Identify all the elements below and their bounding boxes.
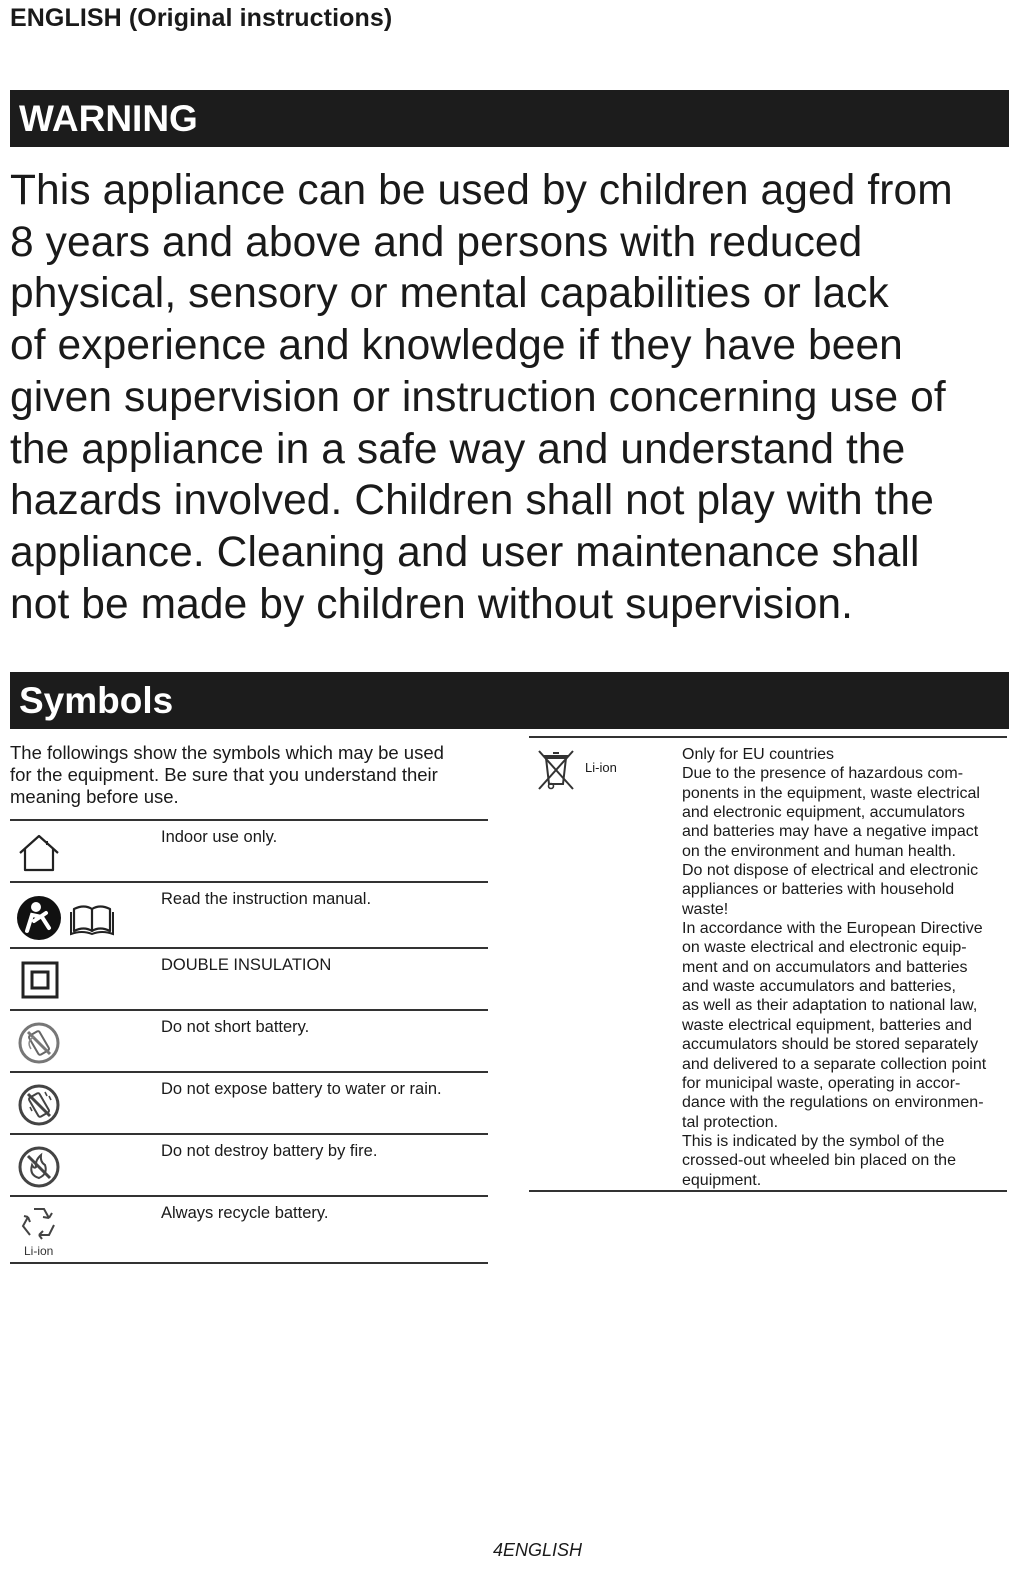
intro-line: for the equipment. Be sure that you understand their [10, 764, 438, 785]
house-icon [16, 831, 62, 875]
recycle-icon [16, 1205, 62, 1243]
warning-line: the appliance in a safe way and understand the [10, 425, 906, 473]
eu-line: ponents in the equipment, waste electrical [682, 784, 980, 802]
symbol-row-no-water [10, 1071, 488, 1133]
page-footer: 4ENGLISH [492, 1540, 583, 1560]
recycle-icon-label: Li-ion [24, 1244, 54, 1258]
symbol-desc: DOUBLE INSULATION [161, 956, 332, 974]
symbol-row-manual [10, 881, 488, 947]
eu-line: Only for EU countries [682, 746, 835, 763]
warning-line: given supervision or instruction concerning use of [10, 373, 946, 421]
warning-line: hazards involved. Children shall not play with the [10, 477, 934, 525]
warning-line: This appliance can be used by children aged from [10, 167, 953, 214]
eu-line: and waste accumulators and batteries, [682, 978, 956, 996]
eu-line: as well as their adaptation to national law, [682, 997, 978, 1015]
symbol-desc: Read the instruction manual. [161, 890, 372, 908]
eu-line: and delivered to a separate collection point [682, 1055, 987, 1073]
crossed-bin-icon-label: Li-ion [585, 760, 617, 775]
eu-line: ment and on accumulators and batteries [682, 958, 968, 976]
eu-line: and batteries may have a negative impact [682, 823, 979, 841]
eu-line: waste! [682, 900, 729, 918]
eu-line: This is indicated by the symbol of the [682, 1132, 945, 1150]
eu-line: on the environment and human health. [682, 842, 956, 860]
eu-line: and electronic equipment, accumulators [682, 804, 965, 822]
symbol-row-no-fire [10, 1133, 488, 1195]
symbol-desc: Do not expose battery to water or rain. [161, 1080, 442, 1098]
eu-line: waste electrical equipment, batteries and [682, 1016, 972, 1034]
eu-line: crossed-out wheeled bin placed on the [682, 1152, 956, 1170]
symbol-row-indoor [10, 819, 488, 881]
eu-line: on waste electrical and electronic equip- [682, 939, 967, 957]
eu-line: accumulators should be stored separately [682, 1036, 979, 1054]
crossed-bin-icon [535, 748, 577, 792]
symbols-heading: Symbols [10, 672, 1009, 729]
symbol-row-double-insulation [10, 947, 488, 1009]
symbol-desc: Do not short battery. [161, 1018, 310, 1036]
warning-line: not be made by children without supervision. [10, 580, 854, 628]
symbols-intro [10, 742, 488, 808]
warning-line: of experience and knowledge if they have been [10, 322, 903, 370]
warning-line: appliance. Cleaning and user maintenance shall [10, 528, 920, 576]
intro-line: The followings show the symbols which may be used [10, 742, 444, 763]
eu-line: equipment. [682, 1171, 762, 1189]
symbol-row-no-short [10, 1009, 488, 1071]
warning-line: physical, sensory or mental capabilities or lack [10, 270, 889, 318]
warning-text [10, 165, 1015, 630]
double-insulation-icon [16, 961, 62, 1001]
eu-disposal-box [529, 736, 1007, 1192]
eu-disposal-text [682, 745, 986, 1190]
read-manual-icon [16, 895, 116, 941]
eu-line: In accordance with the European Directive [682, 920, 983, 938]
eu-line: Due to the presence of hazardous com- [682, 765, 964, 783]
symbol-desc: Indoor use only. [161, 828, 278, 846]
warning-line: 8 years and above and persons with reduced [10, 218, 863, 266]
no-short-battery-icon [16, 1021, 62, 1065]
eu-line: for municipal waste, operating in accor- [682, 1074, 961, 1092]
symbol-table [10, 819, 488, 1264]
no-water-battery-icon [16, 1083, 62, 1127]
eu-line: appliances or batteries with household [682, 881, 955, 899]
eu-line: Do not dispose of electrical and electronic [682, 862, 979, 880]
no-fire-battery-icon [16, 1145, 62, 1189]
eu-line: dance with the regulations on environmen- [682, 1094, 984, 1112]
eu-line: tal protection. [682, 1113, 779, 1131]
symbol-row-recycle [10, 1195, 488, 1264]
page-header: ENGLISH (Original instructions) [10, 4, 393, 32]
intro-line: meaning before use. [10, 786, 179, 807]
symbol-desc: Always recycle battery. [161, 1204, 329, 1222]
warning-heading: WARNING [10, 90, 1009, 147]
symbol-desc: Do not destroy battery by fire. [161, 1142, 378, 1160]
